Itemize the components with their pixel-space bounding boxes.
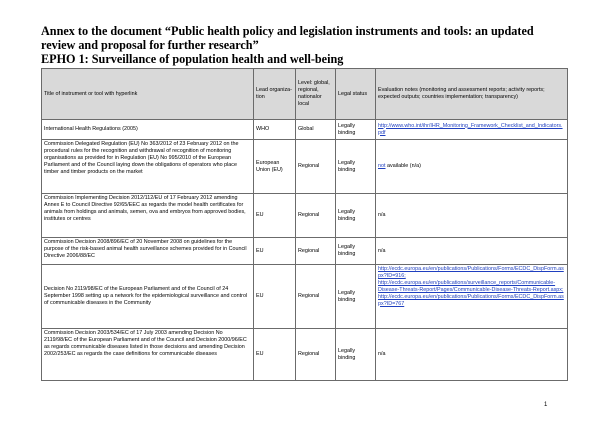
cell-notes <box>376 140 568 194</box>
cell-lead: EU <box>254 194 296 238</box>
table-row <box>42 329 568 381</box>
cell-lead: EU <box>254 238 296 265</box>
column-header-title: Title of instrument or tool with hyperlink <box>42 69 254 120</box>
cell-level: Global <box>296 120 336 140</box>
table-row <box>42 140 568 194</box>
cell-status: Legally binding <box>336 329 376 381</box>
cell-lead: EU <box>254 265 296 329</box>
column-header-status: Legal status <box>336 69 376 120</box>
instruments-table <box>41 68 568 381</box>
cell-title: Commission Delegated Regulation (EU) No 363/2012 of 23 February 2012 on the procedural rules for the recognition and withdrawal of recognition of monitoring organisations as provided for in Regulation (EU) No 995/2010 of the European Parliament and of the Council laying down the obligations of operators who place timber and timber products on the market <box>42 140 254 194</box>
not-available-link[interactable]: not <box>378 163 386 170</box>
note-text: available (n/a) <box>385 163 421 170</box>
heading-line-2: review and proposal for further research” <box>41 38 259 52</box>
cell-level: Regional <box>296 265 336 329</box>
cell-level: Regional <box>296 329 336 381</box>
page-number: 1 <box>544 402 548 408</box>
cell-title: International Health Regulations (2005) <box>42 120 254 140</box>
table-row <box>42 120 568 140</box>
cell-status: Legally binding <box>336 140 376 194</box>
evaluation-link[interactable]: http://www.who.int/ihr/IHR_Monitoring_Framework_Checklist_and_Indicators.pdf <box>378 122 563 136</box>
cell-notes: n/a <box>376 194 568 238</box>
cell-status: Legally binding <box>336 120 376 140</box>
cell-notes: n/a <box>376 329 568 381</box>
column-header-notes: Evaluation notes (monitoring and assessment reports; activity reports; expected outputs; countries implementation; transparency) <box>376 69 568 120</box>
cell-lead: WHO <box>254 120 296 140</box>
cell-notes <box>376 120 568 140</box>
column-header-level: Level: global, regional, nationalor local <box>296 69 336 120</box>
cell-title: Commission Implementing Decision 2012/112/EU of 17 February 2012 amending Annex E to Council Directive 92/65/EEC as regards the model health certificates for animals from holdings and animals, semen, ova and embryos from approved bodies, institutes or centres <box>42 194 254 238</box>
cell-level: Regional <box>296 194 336 238</box>
heading-line-3: EPHO 1: Surveillance of population health and well-being <box>41 52 344 66</box>
cell-level: Regional <box>296 140 336 194</box>
evaluation-link[interactable]: http://ecdc.europa.eu/en/publications/Publications/Forms/ECDC_DispForm.aspx?ID=767 <box>378 293 564 307</box>
cell-status: Legally binding <box>336 194 376 238</box>
document-heading <box>41 24 581 66</box>
table-header-row <box>42 69 568 120</box>
cell-title: Commission Decision 2003/534/EC of 17 July 2003 amending Decision No 2119/98/EC of the European Parliament and of the Council and Decision 2000/96/EC as regards communicable diseases listed in those decisions and amending Decision 2002/253/EC as regards the case definitions for communicable diseases <box>42 329 254 381</box>
evaluation-link[interactable]: http://ecdc.europa.eu/en/publications/surveillance_reports/Communicable-Disease-Threats-Report/Pages/Communicable-Disease-Threats-Report.aspx; <box>378 279 564 293</box>
cell-title: Commission Decision 2008/896/EC of 20 November 2008 on guidelines for the purpose of the risk-based animal health surveillance schemes provided for in Council Directive 2006/88/EC <box>42 238 254 265</box>
cell-lead: European Union (EU) <box>254 140 296 194</box>
cell-lead: EU <box>254 329 296 381</box>
evaluation-link[interactable]: http://ecdc.europa.eu/en/publications/Publications/Forms/ECDC_DispForm.aspx?ID=916; <box>378 266 564 279</box>
table-row <box>42 238 568 265</box>
heading-line-1: Annex to the document “Public health policy and legislation instruments and tools: an updated <box>41 24 534 38</box>
cell-notes: n/a <box>376 238 568 265</box>
cell-status: Legally binding <box>336 265 376 329</box>
cell-notes <box>376 265 568 329</box>
cell-status: Legally binding <box>336 238 376 265</box>
column-header-lead: Lead organiza-tion <box>254 69 296 120</box>
cell-level: Regional <box>296 238 336 265</box>
table-row <box>42 194 568 238</box>
table-row <box>42 265 568 329</box>
cell-title: Decision No 2119/98/EC of the European Parliament and of the Council of 24 September 1998 setting up a network for the epidemiological surveillance and control of communicable diseases in the Community <box>42 265 254 329</box>
